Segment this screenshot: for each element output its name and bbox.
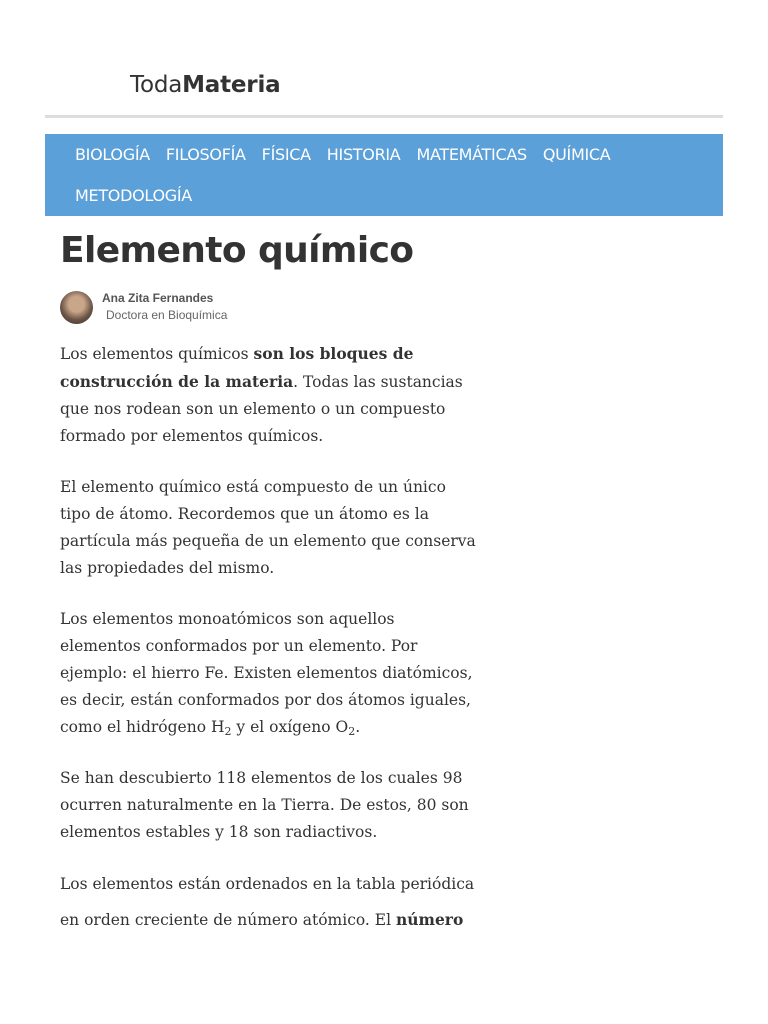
nav-item-matematicas[interactable]: MATEMÁTICAS: [416, 145, 527, 164]
nav-item-fisica[interactable]: FÍSICA: [261, 145, 311, 164]
paragraph-5: [60, 866, 480, 938]
nav-item-metodologia[interactable]: METODOLOGÍA: [75, 186, 192, 205]
p3-text-a: Los elementos monoatómicos son aquellos elementos conformados por un elemento. Por ejemplo: el hierro Fe. Existen elementos diatómicos, es decir, están conformados por dos átomos iguales, como el hidrógeno H: [60, 610, 473, 736]
paragraph-4: Se han descubierto 118 elementos de los cuales 98 ocurren naturalmente en la Tierra. De estos, 80 son elementos estables y 18 son radiactivos.: [60, 769, 469, 841]
p3-sub-h2: 2: [224, 725, 232, 738]
paragraph-2: El elemento químico está compuesto de un único tipo de átomo. Recordemos que un átomo es la partícula más pequeña de un elemento que conserva las propiedades del mismo.: [60, 478, 476, 577]
p5-bold: número: [396, 910, 464, 929]
p3-sub-o2: 2: [348, 725, 356, 738]
paragraph-3: [60, 606, 480, 741]
page-title: Elemento químico: [60, 230, 414, 271]
site-logo[interactable]: [130, 72, 280, 98]
p1-text-b: . Todas las sustancias que nos rodean son un elemento o un compuesto formado por elementos químicos.: [60, 373, 463, 445]
author-avatar[interactable]: [60, 291, 93, 324]
author-role: Doctora en Bioquímica: [106, 308, 228, 322]
p3-text-b: y el oxígeno O: [231, 718, 349, 736]
nav-item-biologia[interactable]: BIOLOGÍA: [75, 145, 150, 164]
author-name[interactable]: Ana Zita Fernandes: [102, 291, 214, 305]
p5-text-a: Los elementos están ordenados en la tabla periódica en orden creciente de número atómico. El: [60, 875, 475, 929]
logo-text-light: Toda: [130, 72, 183, 98]
p1-text-a: Los elementos químicos: [60, 345, 254, 363]
p3-text-c: .: [355, 718, 361, 736]
main-nav: [45, 134, 723, 216]
nav-item-quimica[interactable]: QUÍMICA: [542, 145, 611, 164]
header-divider: [45, 115, 723, 118]
nav-item-historia[interactable]: HISTORIA: [326, 145, 401, 164]
p1-bold: son los bloques de construcción de la materia: [60, 344, 414, 391]
logo-text-bold: Materia: [182, 72, 281, 98]
article-body: [60, 340, 480, 962]
nav-item-filosofia[interactable]: FILOSOFÍA: [165, 145, 246, 164]
paragraph-1: [60, 340, 480, 450]
